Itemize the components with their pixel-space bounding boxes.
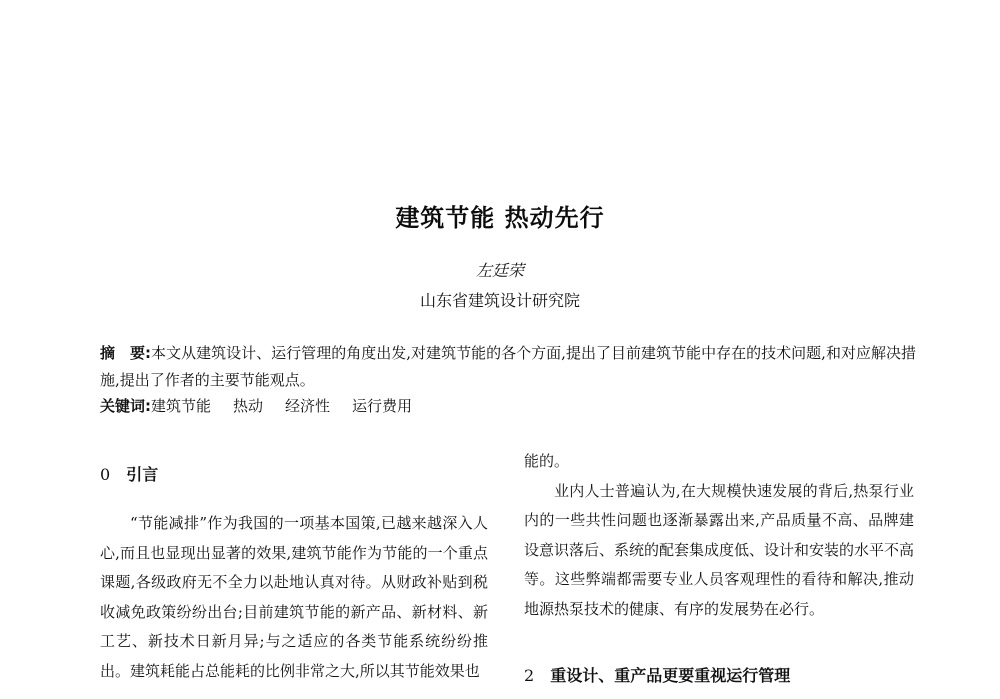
section-title: 重设计、重产品更要重视运行管理 bbox=[550, 666, 791, 685]
author-name: 左廷荣 bbox=[475, 261, 524, 280]
body-paragraph: 业内人士普遍认为,在大规模快速发展的背后,热泵行业内的一些共性问题也逐渐暴露出来,产品质量不高、品牌建设意识落后、系统的配套集成度低、设计和安装的水平不高等。这些弊端都需要专业人员客观理性的看待和解决,推动地源热泵技术的健康、有序的发展势在必行。 bbox=[524, 481, 915, 618]
paper-title: 建筑节能 热动先行 bbox=[395, 204, 605, 232]
keywords-label: 关键词: bbox=[100, 397, 151, 415]
intro-paragraph: “节能减排”作为我国的一项基本国策,已越来越深入人心,而且也显现出显著的效果,建筑节能作为节能的一个重点课题,各级政府无不全力以赴地认真对待。从财政补贴到税收减免政策纷纷出台;目前建筑节能的新产品、新材料、新工艺、新技术日新月异;与之适应的各类节能系统纷纷推出。建筑耗能占总能耗的比例非常之大,所以其节能效果也 bbox=[100, 514, 488, 680]
keywords bbox=[100, 393, 916, 420]
abstract-label: 摘 要: bbox=[100, 344, 152, 362]
abstract bbox=[100, 340, 916, 394]
right-column-body bbox=[524, 447, 914, 625]
keyword: 经济性 bbox=[285, 397, 331, 415]
section-heading-intro bbox=[100, 462, 488, 485]
section-title: 引言 bbox=[126, 465, 159, 484]
continuation-text: 能的。 bbox=[524, 452, 570, 470]
section-heading-2 bbox=[524, 663, 914, 686]
intro-body bbox=[100, 509, 488, 687]
keyword: 运行费用 bbox=[352, 397, 413, 415]
section-number: 2 bbox=[524, 666, 535, 685]
keyword: 建筑节能 bbox=[151, 397, 212, 415]
section-number: 0 bbox=[100, 465, 111, 484]
affiliation: 山东省建筑设计研究院 bbox=[419, 291, 580, 310]
keyword: 热动 bbox=[233, 397, 264, 415]
abstract-text: 本文从建筑设计、运行管理的角度出发,对建筑节能的各个方面,提出了目前建筑节能中存在的技术问题,和对应解决措施,提出了作者的主要节能观点。 bbox=[100, 344, 917, 389]
